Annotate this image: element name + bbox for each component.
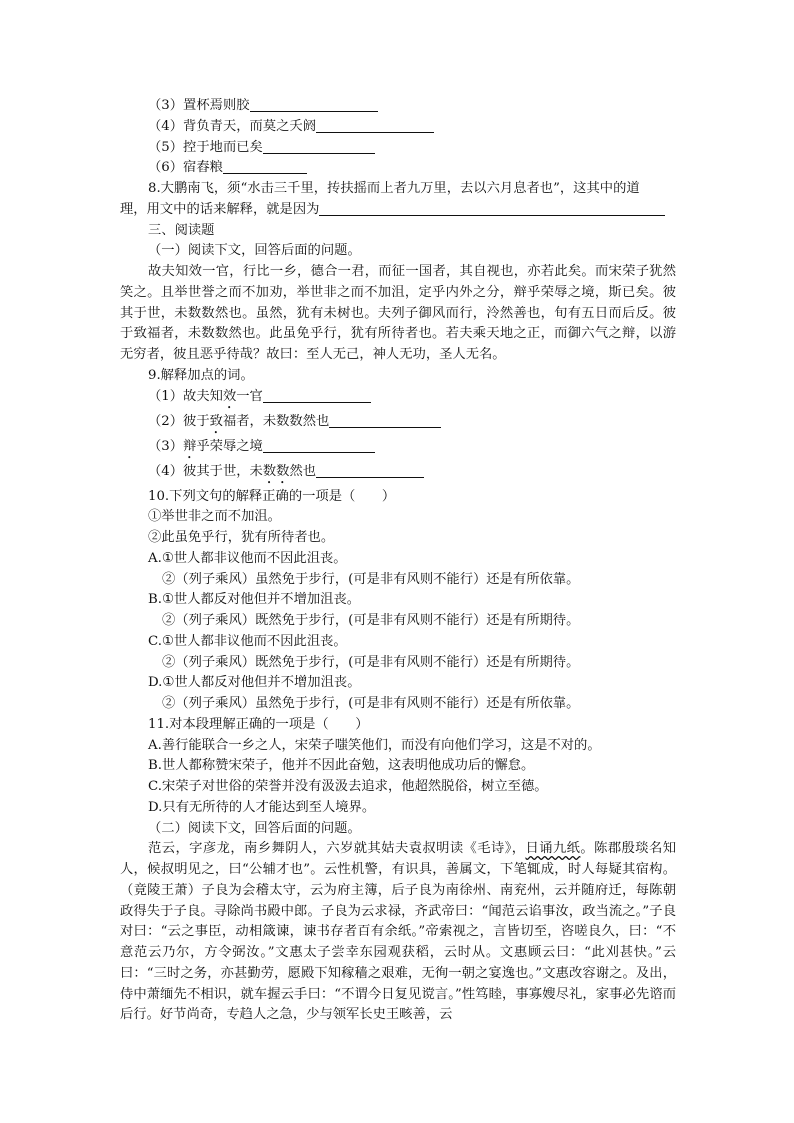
question-10-option-a-line-2: ②（列子乘风）虽然免于步行，(可是非有风则不能行）还是有所依靠。: [162, 571, 580, 587]
passage-1: 故夫知效一官，行比一乡，德合一君，而征一国者，其自视也，亦若此矣。而宋荣子犹然笑之。且举世誉之而不加劝，举世非之而不加沮，定乎内外之分，辩乎荣辱之境，斯已矣。彼其于世，未数数然也。虽然，犹有未树也。夫列子御风而行，泠然善也，旬有五日而后反。彼于致福者，未数数然也。此虽免乎行，犹有所待者也。若夫乘天地之正，而御六气之辩，以游无穷者，彼且恶乎待哉？故曰：至人无己，神人无功，圣人无名。: [120, 264, 676, 362]
question-10-option-c[interactable]: C.①世人都非议他而不因此沮丧。: [148, 633, 347, 649]
question-10-option-d-line-2: ②（列子乘风）虽然免于步行，(可是非有风则不能行）还是有所依靠。: [162, 696, 580, 711]
question-10-sentence-2: ②此虽免乎行，犹有所待者也。: [148, 530, 335, 545]
answer-blank[interactable]: [263, 388, 371, 403]
answer-blank[interactable]: [319, 201, 665, 216]
question-10-option-d[interactable]: D.①世人都反对他但并不增加沮丧。: [148, 675, 361, 691]
answer-blank[interactable]: [223, 159, 307, 174]
question-9-item-1: （1）故夫知效一官: [120, 387, 676, 412]
answer-blank[interactable]: [263, 438, 375, 453]
question-10-option-a[interactable]: A.①世人都非议他而不因此沮丧。: [148, 550, 347, 566]
question-10-stem: 10.下列文句的解释正确的一项是（ ）: [148, 488, 396, 504]
question-9-stem: 9.解释加点的词。: [148, 367, 254, 383]
answer-blank[interactable]: [316, 118, 434, 133]
answer-blank[interactable]: [250, 97, 378, 112]
question-8-line-2: 理，用文中的话来解释，就是因为: [120, 200, 676, 221]
question-9-item-4: （4）彼其于世，未数数然也: [120, 462, 676, 487]
question-10-option-b-line-2: ②（列子乘风）既然免于步行，(可是非有风则不能行）还是有所期待。: [162, 613, 580, 628]
question-9-item-2: （2）彼于致福者，未数数然也: [120, 412, 676, 437]
fill-question-5: （5）控于地而已矣: [120, 138, 676, 159]
fill-question-3: （3）置杯焉则胶: [120, 96, 676, 117]
answer-blank[interactable]: [316, 463, 424, 478]
question-11-option-a[interactable]: A.善行能联合一乡之人，宋荣子嗤笑他们，而没有向他们学习，这是不对的。: [148, 737, 601, 753]
document-page: [120, 96, 676, 1026]
question-9-item-3: （3）辩乎荣辱之境: [120, 437, 676, 462]
part-2-heading: （二）阅读下文，回答后面的问题。: [148, 820, 361, 836]
answer-blank[interactable]: [329, 413, 441, 428]
passage-2: 范云，字彦龙，南乡舞阴人，六岁就其姑夫袁叔明读《毛诗》，日诵九纸。陈郡殷琰名知人，候叔明见之，曰“公辅才也”。云性机警，有识具，善属文，下笔辄成，时人每疑其宿构。（竟陵王萧）子良为会稽太守，云为府主簿，后子良为南徐州、南兖州，云并随府迁，每陈朝政得失于子良。寻除尚书殿中郎。子良为云求禄，齐武帝曰：“闻范云谄事汝，政当流之。”子良对曰：“云之事臣，动相箴谏，谏书存者百有余纸。”帝索视之，言皆切至，咨嗟良久，曰：“不意范云乃尔，方令弼汝。”文惠太子尝幸东园观获稻，云时从。文惠顾云曰：“此刈甚快。”云曰：“三时之务，亦甚勤劳，愿殿下知稼穑之艰难，无徇一朝之宴逸也。”文惠改容谢之。及出，侍中萧缅先不相识，就车握云手曰：“不谓今日复见谠言。”性笃睦，事寡嫂尽礼，家事必先谘而后行。好节尚奇，专趋人之急，少与领军长史王畡善，云: [120, 841, 677, 1023]
question-11-option-d[interactable]: D.只有无所待的人才能达到至人境界。: [148, 799, 376, 815]
question-10-sentence-1: ①举世非之而不加沮。: [148, 509, 281, 525]
underlined-phrase: 日诵九纸: [525, 841, 581, 857]
fill-question-6: （6）宿舂粮: [120, 158, 676, 179]
question-11-stem: 11.对本段理解正确的一项是（ ）: [148, 716, 369, 732]
part-1-heading: （一）阅读下文，回答后面的问题。: [148, 243, 361, 259]
question-10-option-b[interactable]: B.①世人都反对他但并不增加沮丧。: [148, 592, 361, 608]
section-3-title: 三、阅读题: [148, 222, 215, 238]
question-11-option-b[interactable]: B.世人都称赞宋荣子，他并不因此奋勉，这表明他成功后的懈怠。: [148, 758, 535, 774]
question-11-option-c[interactable]: C.宋荣子对世俗的荣誉并没有汲汲去追求，他超然脱俗，树立至德。: [148, 779, 548, 794]
answer-blank[interactable]: [263, 139, 375, 154]
question-8-line-1: 8.大鹏南飞，须“水击三千里，抟扶摇而上者九万里，去以六月息者也”，这其中的道: [148, 181, 640, 196]
fill-question-4: （4）背负青天，而莫之夭阏: [120, 117, 676, 138]
question-10-option-c-line-2: ②（列子乘风）既然免于步行，(可是非有风则不能行）还是有所期待。: [162, 654, 580, 670]
